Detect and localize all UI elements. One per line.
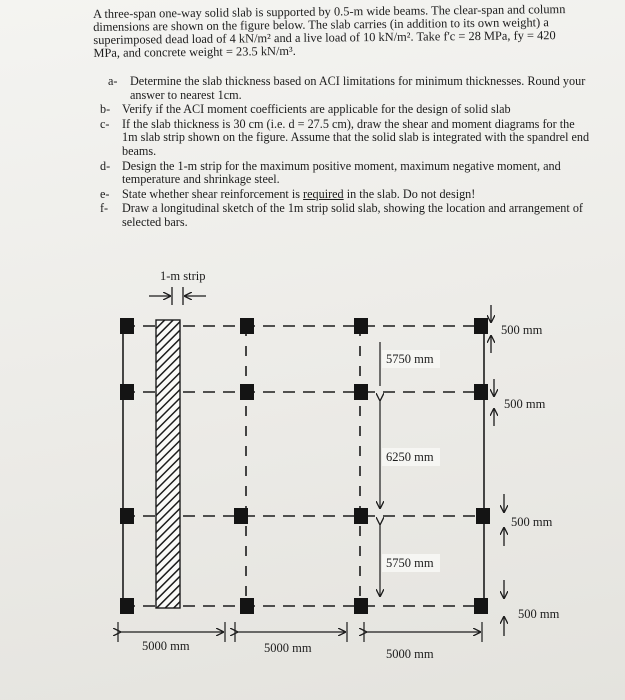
column-spacing-label: 5000 mm <box>386 647 434 661</box>
question-text: If the slab thickness is 30 cm (i.e. d = 27.5 cm), draw the shear and moment diagrams for the 1m slab strip shown on the figure. Assume that the solid slab is integrated with the spandrel end beams. <box>122 116 590 158</box>
question-text-before: State whether shear reinforcement is <box>122 186 304 201</box>
column-spacing-label: 5000 mm <box>142 639 190 653</box>
clear-span-label: 6250 mm <box>386 450 434 464</box>
beam-width-arrows <box>491 305 504 636</box>
column <box>240 318 254 334</box>
question-text-after: in the slab. Do not design! <box>343 186 476 201</box>
column <box>474 384 488 400</box>
question-text: Determine the slab thickness based on ACI limitations for minimum thicknesses. Round your answer to nearest 1cm. <box>130 74 586 102</box>
beam-width-label: 500 mm <box>504 397 546 411</box>
question-label: b- <box>100 102 111 117</box>
column-spacing-label: 5000 mm <box>264 641 312 655</box>
column <box>354 384 368 400</box>
column <box>120 384 134 400</box>
strip-width-arrows <box>149 287 206 305</box>
column <box>240 598 254 614</box>
column <box>240 384 254 400</box>
beam-width-label: 500 mm <box>501 323 543 337</box>
column <box>120 508 134 524</box>
strip-label: 1-m strip <box>160 269 206 283</box>
question-text: Design the 1-m strip for the maximum positive moment, maximum negative moment, and temperature and shrinkage steel. <box>122 158 561 187</box>
question-label: f- <box>100 201 109 216</box>
column <box>354 598 368 614</box>
question-label: e- <box>100 186 110 201</box>
question-text: Draw a longitudinal sketch of the 1m strip solid slab, showing the location and arrangement of selected bars. <box>122 201 583 229</box>
column <box>234 508 248 524</box>
question-text: Verify if the ACI moment coefficients are applicable for the design of solid slab <box>122 102 511 117</box>
one-meter-strip <box>156 320 180 608</box>
column <box>354 508 368 524</box>
clear-span-label: 5750 mm <box>386 556 434 570</box>
column <box>120 318 134 334</box>
column <box>354 318 368 334</box>
beam-width-label: 500 mm <box>511 515 553 529</box>
question-label: c- <box>100 116 110 131</box>
question-label: d- <box>100 158 111 173</box>
column <box>120 598 134 614</box>
column <box>474 598 488 614</box>
question-text-underlined: required <box>303 186 344 201</box>
beam-width-label: 500 mm <box>518 607 560 621</box>
clear-span-label: 5750 mm <box>386 352 434 366</box>
column <box>474 318 488 334</box>
intro-text: A three-span one-way solid slab is supported by 0.5-m wide beams. The clear-span and column dimensions are shown on the figure below. The slab carries (in addition to its own weight) a superimposed dead load of 4 kN/m² and a live load of 10 kN/m². Take f'c = 28 MPa, fy = 420 MPa, and concrete weight = 23.5 kN/m³. <box>92 2 566 60</box>
column <box>476 508 490 524</box>
question-label: a- <box>108 74 118 88</box>
